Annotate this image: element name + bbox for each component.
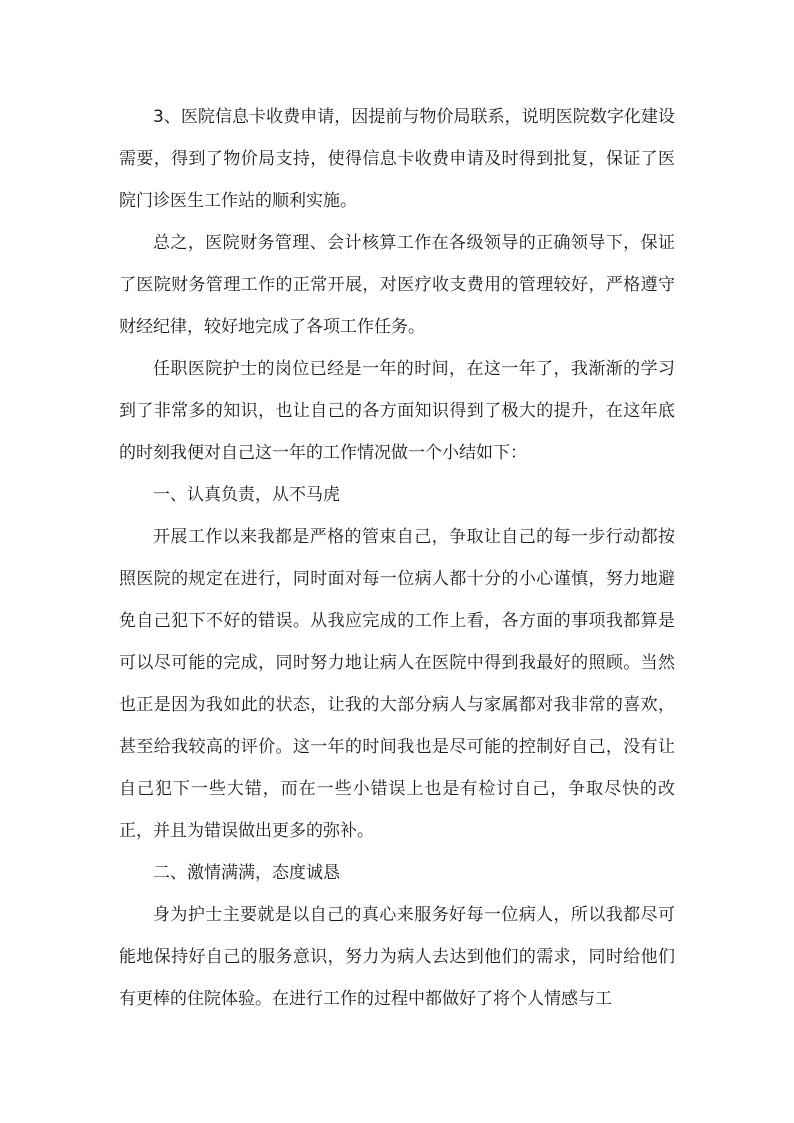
section-heading-passion: 二、激情满满，态度诚恳 [153,863,340,883]
section-heading-responsible: 一、认真负责，从不马虎 [153,485,340,505]
paragraph-responsible: 开展工作以来我都是严格的管束自己，争取让自己的每一步行动都按照医院的规定在进行，同时面对每一位病人都十分的小心谨慎，努力地避免自己犯下不好的错误。从我应完成的工作上看，各方面的事项我都算是可以尽可能的完成，同时努力地让病人在医院中得到我最好的照顾。当然也正是因为我如此的状态，让我的大部分病人与家属都对我非常的喜欢，甚至给我较高的评价。这一年的时间我也是尽可能的控制好自己，没有让自己犯下一些大错，而在一些小错误上也是有检讨自己，争取尽快的改正，并且为错误做出更多的弥补。 [119,527,675,841]
paragraph-info-card-fee: 3、医院信息卡收费申请，因提前与物价局联系，说明医院数字化建设需要，得到了物价局支持，使得信息卡收费申请及时得到批复，保证了医院门诊医生工作站的顺利实施。 [119,107,675,211]
paragraph-passion: 身为护士主要就是以自己的真心来服务好每一位病人，所以我都尽可能地保持好自己的服务意识，努力为病人去达到他们的需求，同时给他们有更棒的住院体验。在进行工作的过程中都做好了将个人情感与工 [119,905,675,1009]
document-body [119,96,675,1020]
paragraph-summary: 总之，医院财务管理、会计核算工作在各级领导的正确领导下，保证了医院财务管理工作的正常开展，对医疗收支费用的管理较好，严格遵守财经纪律，较好地完成了各项工作任务。 [119,233,675,337]
paragraph-nurse-intro: 任职医院护士的岗位已经是一年的时间，在这一年了，我渐渐的学习到了非常多的知识，也让自己的各方面知识得到了极大的提升，在这年底的时刻我便对自己这一年的工作情况做一个小结如下： [119,359,675,463]
